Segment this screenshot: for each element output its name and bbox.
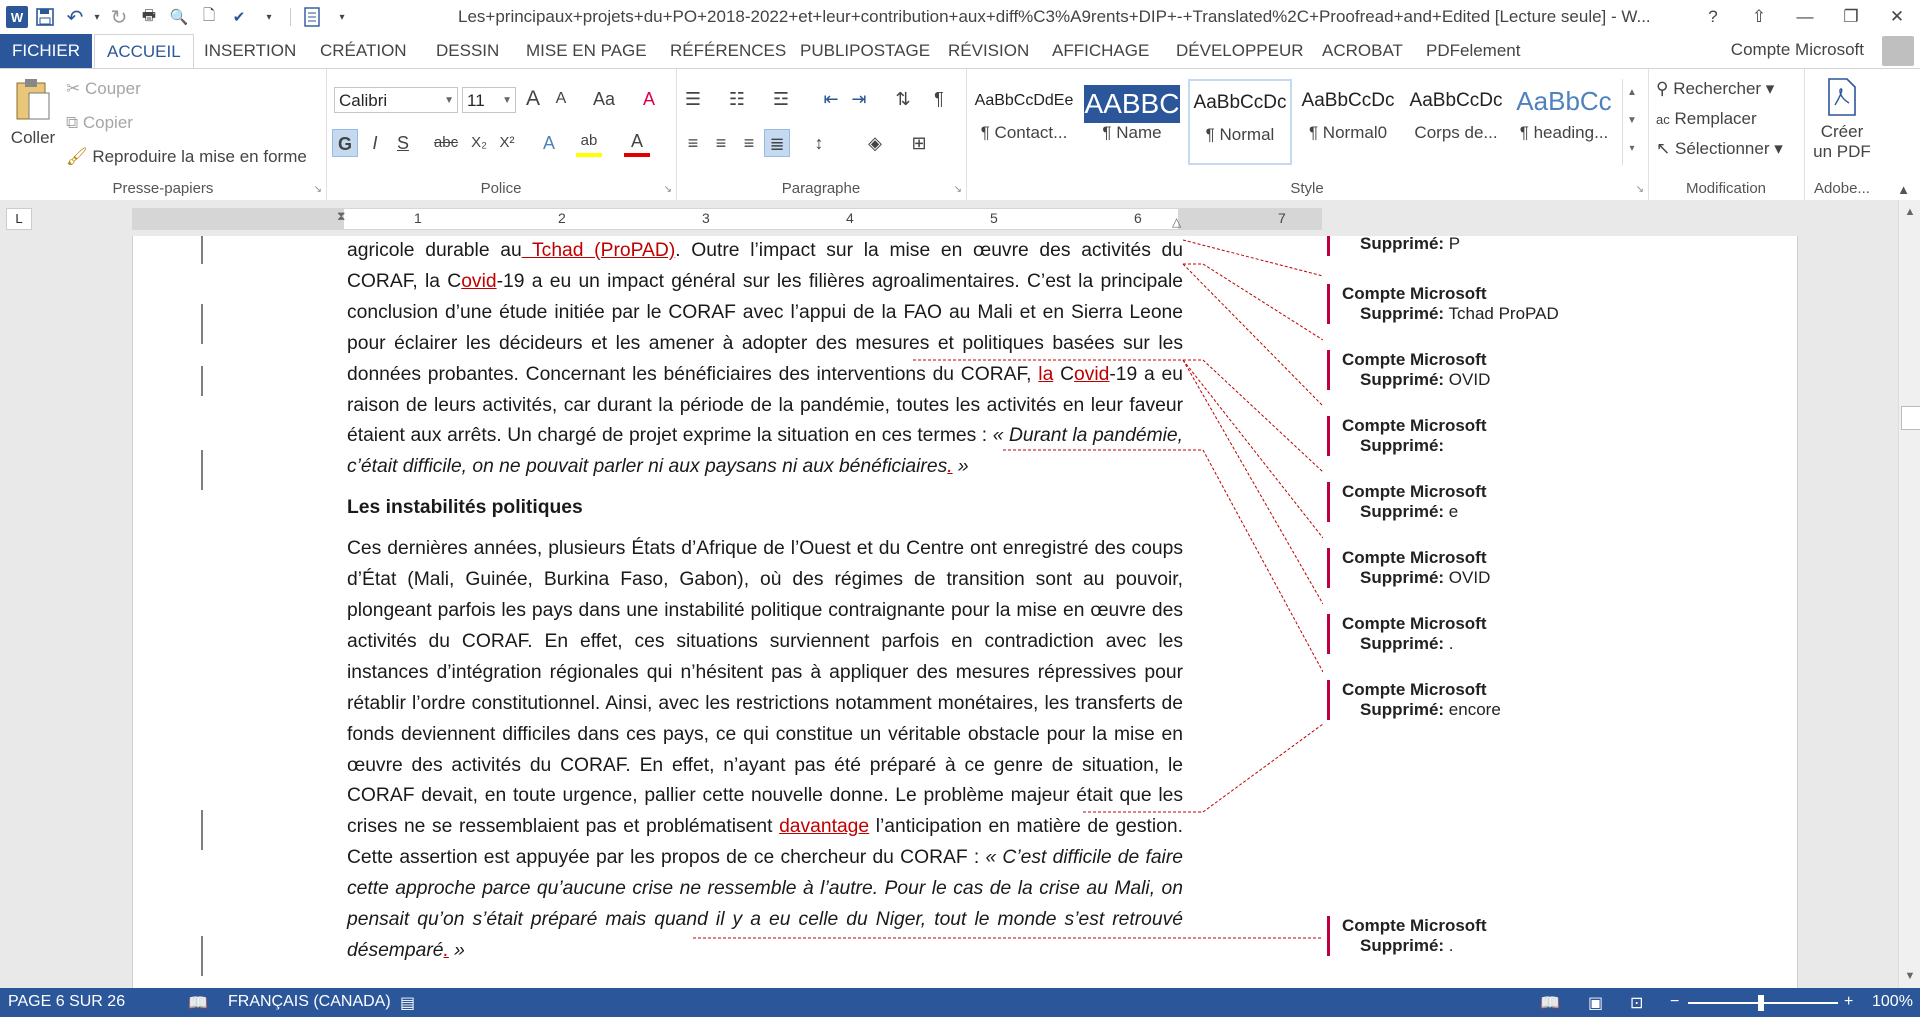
avatar[interactable]	[1882, 36, 1914, 66]
chevron-down-icon: ▼	[502, 95, 512, 106]
section-heading: Les instabilités politiques	[347, 497, 583, 519]
line-spacing-icon[interactable]: ↕	[814, 133, 824, 153]
create-pdf-label-2: un PDF	[1813, 142, 1871, 161]
deleted-text: P	[1448, 236, 1461, 253]
replace-label: Remplacer	[1674, 109, 1757, 128]
revision-balloon[interactable]	[1327, 548, 1782, 588]
tracked-insertion[interactable]: .	[443, 939, 449, 961]
print-preview-icon[interactable]: 🔍	[169, 9, 189, 26]
deletion-line	[1342, 370, 1782, 390]
word-app-icon[interactable]: W	[6, 6, 28, 28]
clear-format-button[interactable]: A	[642, 89, 655, 109]
save-icon[interactable]	[32, 5, 58, 29]
find-button[interactable]: ⚲ Rechercher ▾	[1656, 79, 1775, 98]
spelling-icon[interactable]: ✔	[232, 9, 246, 26]
deletion-line	[1342, 700, 1782, 720]
tab-insertion[interactable]: INSERTION	[204, 41, 297, 60]
zoom-slider[interactable]	[1688, 1002, 1838, 1004]
deleted-text: Tchad ProPAD	[1448, 304, 1559, 323]
tab-publipostage[interactable]: PUBLIPOSTAGE	[800, 41, 931, 60]
ribbon-display-icon[interactable]: ⇧	[1751, 7, 1767, 26]
text-run: -19 a eu un impact général sur les filières agroalimentaires. C’est la principale conclusion d’une étude initiée par le CORAF avec l’appui de la FAO au Mali et en Sierra Leone pour éclairer les décideurs et les amener à adopter des mesures et politiques basées sur les données probantes. Concernant les bénéficiaires des interventions du CORAF,	[347, 270, 1183, 385]
select-button[interactable]: ↖ Sélectionner ▾	[1656, 139, 1783, 158]
revision-balloon[interactable]	[1327, 284, 1782, 324]
tab-dessin[interactable]: DESSIN	[436, 41, 500, 60]
layout-icon[interactable]	[299, 5, 325, 29]
brush-icon: 🖌	[66, 147, 88, 166]
adobe-group	[1804, 69, 1880, 201]
revision-balloon[interactable]	[1327, 416, 1782, 456]
print-layout-icon[interactable]: ▣	[1588, 995, 1604, 1012]
show-marks-icon[interactable]: ¶	[934, 89, 944, 109]
quick-access-toolbar	[0, 0, 355, 34]
zoom-level[interactable]: 100%	[1872, 993, 1913, 1010]
new-document-icon[interactable]: 🗋	[202, 6, 216, 24]
justify-icon[interactable]: ≣	[764, 129, 790, 157]
chevron-down-icon[interactable]: ▼	[1627, 115, 1637, 126]
ruler-number: 7	[1278, 210, 1286, 226]
ruler-number: 2	[558, 210, 566, 226]
account-name[interactable]: Compte Microsoft	[1730, 40, 1864, 59]
indent-marker[interactable]: ⧗	[337, 209, 346, 223]
revision-author: Compte Microsoft	[1342, 350, 1487, 369]
quote-text: »	[952, 456, 969, 478]
style-preview: AaBbCcDc	[1301, 90, 1395, 111]
align-center-icon[interactable]: ≡	[715, 133, 727, 153]
strikethrough-button[interactable]: abc	[433, 134, 459, 151]
revision-author: Compte Microsoft	[1342, 482, 1487, 501]
deleted-text: e	[1448, 502, 1459, 521]
close-icon[interactable]: ✕	[1889, 7, 1905, 26]
text-run: Ces dernières années, plusieurs États d’Afrique de l’Ouest et du Centre ont enregistré des coups d’État (Mali, Guinée, Burkina Faso, Gabon), où des régimes de transition sont au pouvoir, plongeant parfois les pays dans une instabilité politique contraignante pour la mise en œuvre des activités du CORAF. En effet, ces situations surviennent parfois en contradiction avec les instances d’intégration régionales qui n’hésitent pas à appliquer des mesures répressives pour rétablir l’ordre constitutionnel. Ainsi, avec les restrictions notamment monétaires, les transferts de fonds deviennent difficiles dans ces pays, ce qui constitue un véritable obstacle pour la mise en œuvre des activités du CORAF. En effet, n’ayant pas été préparé à ce genre de situation, le CORAF devait, en toute urgence, pallier cette nouvelle donne. Le problème majeur était que les crises ne se ressemblaient pas et problématisent	[347, 538, 1183, 838]
bullets-icon[interactable]: ☰	[684, 89, 702, 109]
macro-icon[interactable]: ▤	[400, 995, 416, 1012]
deleted-label: Supprimé:	[1360, 502, 1445, 521]
revision-balloon[interactable]	[1327, 350, 1782, 390]
font-family-select[interactable]	[334, 87, 458, 113]
tracked-insertion[interactable]: Tchad (ProPAD)	[521, 240, 676, 261]
ribbon	[0, 68, 1920, 202]
tracked-insertion[interactable]: davantage	[779, 816, 870, 838]
sort-icon[interactable]: ⇅	[895, 89, 911, 109]
window-controls	[1690, 0, 1920, 34]
quote-text: »	[448, 939, 465, 961]
style-heading[interactable]	[1512, 79, 1616, 165]
revision-balloon[interactable]	[1327, 916, 1782, 956]
chevron-down-icon: ▼	[444, 95, 454, 106]
paragraph-group	[676, 69, 967, 201]
restore-icon[interactable]: ❐	[1843, 7, 1859, 26]
align-right-icon[interactable]: ≡	[743, 133, 755, 153]
tab-mise-en-page[interactable]: MISE EN PAGE	[526, 41, 647, 60]
text-run: l’anticipation en matière de gestion. Cette assertion est appuyée par les propos de ce chercheur du CORAF :	[347, 816, 1183, 869]
web-layout-icon[interactable]: ⊡	[1630, 995, 1644, 1012]
style-preview: AaBbCcDc	[1193, 92, 1287, 113]
shrink-font-button[interactable]: A	[555, 90, 567, 107]
tab-selector[interactable]: L	[6, 208, 32, 230]
copy-button[interactable]: ⧉ Copier	[66, 113, 133, 132]
replace-icon: ac	[1656, 112, 1670, 127]
bold-button[interactable]: G	[332, 129, 358, 157]
quote-text: « C’est difficile de faire cette approche parce qu’aucune crise ne ressemble à l’autre. Pour le cas de la crise au Mali, on pensait qu’on s’était préparé mais quand il y a eu celle du Niger, tout le monde s’est retrouvé désemparé	[347, 847, 1183, 961]
customize-qat-icon[interactable]: ▾	[266, 11, 272, 23]
tab-developpeur[interactable]: DÉVELOPPEUR	[1176, 41, 1304, 60]
undo-icon[interactable]: ↶	[66, 6, 84, 29]
font-size-value: 11	[467, 91, 485, 110]
deletion-line	[1342, 304, 1782, 324]
superscript-button[interactable]: X²	[499, 134, 515, 151]
styles-scroll	[1622, 79, 1641, 165]
proofing-icon[interactable]: 📖	[188, 995, 208, 1012]
paragraph-launcher-icon[interactable]: ↘	[953, 184, 962, 195]
qat-separator	[290, 8, 291, 26]
tab-accueil[interactable]: ACCUEIL	[94, 34, 194, 69]
format-painter-label: Reproduire la mise en forme	[92, 147, 307, 166]
font-family-value: Calibri	[339, 91, 388, 110]
scroll-down-icon[interactable]: ▼	[1904, 970, 1916, 982]
ruler-number: 3	[702, 210, 710, 226]
font-size-select[interactable]	[462, 87, 516, 113]
decrease-indent-icon[interactable]: ⇤	[823, 89, 839, 109]
text-run: C	[1053, 363, 1075, 385]
style-preview: AaBbCc	[1516, 86, 1612, 116]
italic-button[interactable]: I	[372, 133, 378, 153]
underline-button[interactable]: S	[396, 133, 409, 153]
chevron-up-icon[interactable]: ▲	[1627, 87, 1637, 98]
style-name: Corps de...	[1414, 123, 1498, 142]
font-launcher-icon[interactable]: ↘	[663, 184, 672, 195]
scroll-up-icon[interactable]: ▲	[1904, 206, 1916, 218]
deleted-text: .	[1448, 634, 1454, 653]
styles-group-label: Style	[1290, 180, 1324, 197]
style-contact[interactable]	[972, 79, 1076, 165]
title-bar	[0, 0, 1920, 34]
deletion-line	[1342, 568, 1782, 588]
clipboard-launcher-icon[interactable]: ↘	[313, 184, 322, 195]
quote-text: « Durant la pandémie, c’était difficile, on ne pouvait parler ni aux paysans ni aux bénéficiaires	[347, 425, 1183, 478]
increase-indent-icon[interactable]: ⇥	[851, 89, 867, 109]
align-left-icon[interactable]: ≡	[687, 133, 699, 153]
document-area	[0, 236, 1898, 988]
tab-affichage[interactable]: AFFICHAGE	[1052, 41, 1150, 60]
style-corps[interactable]	[1404, 79, 1508, 165]
text-run: -19 a eu raison de leurs activités, car durant la période de la pandémie, toutes les activités en leur faveur étaient aux arrêts. Un chargé de projet exprime la situation en ces termes :	[347, 363, 1183, 447]
zoom-slider-thumb[interactable]	[1758, 995, 1764, 1011]
ruler-number: 4	[846, 210, 854, 226]
zoom-out-icon[interactable]: −	[1670, 993, 1680, 1010]
deleted-label: Supprimé:	[1360, 936, 1445, 955]
tracked-insertion[interactable]: .	[947, 456, 953, 478]
language-indicator[interactable]: FRANÇAIS (CANADA)	[228, 993, 391, 1010]
highlight-button[interactable]: ab	[576, 129, 602, 157]
tracked-insertion[interactable]: ovid	[1074, 363, 1110, 385]
vertical-scrollbar[interactable]	[1898, 200, 1920, 988]
text-run: . Outre l’impact sur la mise en œuvre des activités du CORAF, la C	[347, 240, 1183, 292]
help-icon[interactable]: ?	[1708, 7, 1718, 26]
style-name: ¶ Contact...	[980, 123, 1068, 142]
deleted-label: Supprimé:	[1360, 568, 1445, 587]
style-name: ¶ Normal0	[1308, 123, 1388, 142]
revision-balloon[interactable]	[1327, 680, 1782, 720]
deletion-line	[1342, 502, 1782, 522]
print-icon[interactable]: 🖶	[141, 6, 157, 24]
editing-group-label: Modification	[1685, 180, 1767, 197]
deleted-text: .	[1448, 936, 1454, 955]
cut-label: Couper	[84, 79, 141, 98]
minimize-icon[interactable]: —	[1796, 7, 1814, 26]
revision-balloon[interactable]	[1327, 614, 1782, 654]
paragraph-group-label: Paragraphe	[781, 180, 861, 197]
font-group-label: Police	[480, 180, 522, 197]
style-name: ¶ Normal	[1205, 125, 1275, 144]
more-commands-icon[interactable]: ▾	[339, 11, 345, 23]
ruler-row	[0, 200, 1920, 236]
deletion-line	[1342, 236, 1782, 254]
ruler-number: 1	[414, 210, 422, 226]
replace-button[interactable]	[1656, 109, 1757, 129]
revision-author: Compte Microsoft	[1342, 416, 1487, 435]
deleted-text: encore	[1448, 700, 1501, 719]
deleted-text: OVID	[1448, 370, 1491, 389]
revision-leader-lines	[133, 236, 1333, 988]
style-name: ¶ Name	[1102, 123, 1162, 142]
revision-author: Compte Microsoft	[1342, 916, 1487, 935]
text-run: agricole durable au	[347, 240, 522, 261]
tab-acrobat[interactable]: ACROBAT	[1322, 41, 1403, 60]
ruler-number: 5	[990, 210, 998, 226]
paste-icon	[13, 77, 53, 123]
undo-dropdown-icon[interactable]: ▾	[94, 11, 100, 23]
tab-fichier[interactable]: FICHIER	[0, 34, 92, 68]
font-group	[326, 69, 677, 201]
window-title: Les+principaux+projets+du+PO+2018-2022+et+leur+contribution+aux+diff%C3%A9rents+DIP+-+Translated%2C+Proofread+and+Edited [Lecture seule] - W...	[458, 7, 1651, 26]
deletion-line	[1342, 436, 1782, 456]
pdf-icon	[1825, 77, 1859, 117]
cursor-icon: ↖	[1656, 139, 1671, 158]
deleted-text: OVID	[1448, 568, 1491, 587]
clipboard-group	[0, 69, 327, 201]
select-label: Sélectionner	[1674, 139, 1770, 158]
adobe-group-label: Adobe...	[1814, 180, 1870, 197]
deleted-label: Supprimé:	[1360, 634, 1445, 653]
deletion-line	[1342, 936, 1782, 956]
styles-group	[966, 69, 1649, 201]
revision-balloon[interactable]	[1327, 236, 1782, 256]
tracked-insertion[interactable]: ovid	[461, 270, 497, 292]
tab-references[interactable]: RÉFÉRENCES	[670, 41, 787, 60]
paste-label: Coller	[10, 128, 56, 147]
style-name: ¶ heading...	[1519, 123, 1609, 142]
more-styles-icon[interactable]: ▾	[1629, 143, 1635, 154]
copy-label: Copier	[82, 113, 133, 132]
deleted-label: Supprimé:	[1360, 700, 1445, 719]
subscript-button[interactable]: X₂	[471, 134, 487, 151]
status-bar	[0, 988, 1920, 1017]
scroll-thumb[interactable]	[1901, 406, 1920, 430]
zoom-in-icon[interactable]: +	[1844, 993, 1854, 1010]
numbering-icon[interactable]: ☷	[728, 89, 746, 109]
paste-button[interactable]	[6, 77, 60, 177]
page-indicator[interactable]: PAGE 6 SUR 26	[8, 993, 126, 1010]
find-label: Rechercher	[1673, 79, 1762, 98]
style-normal0[interactable]	[1296, 79, 1400, 165]
deleted-label: Supprimé:	[1360, 370, 1445, 389]
right-indent-marker[interactable]: △	[1172, 215, 1182, 229]
editing-group	[1648, 69, 1805, 201]
page	[132, 236, 1798, 988]
deleted-label: Supprimé:	[1360, 304, 1445, 323]
tracked-insertion[interactable]: la	[1038, 363, 1054, 385]
revision-pane	[1323, 236, 1797, 988]
style-normal[interactable]	[1188, 79, 1292, 165]
text-effects-button[interactable]: A	[542, 133, 555, 153]
create-pdf-button[interactable]	[1808, 77, 1876, 162]
redo-icon[interactable]: ↻	[110, 6, 128, 29]
revision-author: Compte Microsoft	[1342, 548, 1487, 567]
shading-icon[interactable]: ◈	[868, 133, 882, 153]
create-pdf-label-1: Créer	[1820, 122, 1864, 141]
styles-launcher-icon[interactable]: ↘	[1635, 184, 1644, 195]
revision-author: Compte Microsoft	[1342, 680, 1487, 699]
borders-icon[interactable]: ⊞	[911, 133, 927, 153]
revision-author: Compte Microsoft	[1342, 284, 1487, 303]
ruler-left-margin	[132, 209, 344, 229]
multilevel-list-icon[interactable]: ☲	[772, 89, 790, 109]
ruler-right-margin	[1178, 209, 1322, 229]
style-preview: AABBC	[1084, 85, 1180, 123]
tab-pdfelement[interactable]: PDFelement	[1426, 41, 1521, 60]
read-mode-icon[interactable]: 📖	[1540, 995, 1560, 1012]
horizontal-ruler[interactable]	[132, 208, 1322, 230]
font-color-button[interactable]: A	[624, 129, 650, 157]
change-case-button[interactable]: Aa	[592, 89, 616, 109]
deletion-line	[1342, 634, 1782, 654]
deleted-label: Supprimé:	[1360, 436, 1445, 455]
grow-font-button[interactable]: A	[525, 87, 540, 110]
clipboard-group-label: Presse-papiers	[112, 180, 214, 197]
ruler-number: 6	[1134, 210, 1142, 226]
revision-author: Compte Microsoft	[1342, 614, 1487, 633]
deleted-label: Supprimé:	[1360, 236, 1445, 253]
binoculars-icon: ⚲	[1656, 79, 1669, 98]
tab-revision[interactable]: RÉVISION	[948, 41, 1030, 60]
revision-balloon[interactable]	[1327, 482, 1782, 522]
tab-creation[interactable]: CRÉATION	[320, 41, 407, 60]
collapse-ribbon-icon[interactable]: ▲	[1897, 182, 1910, 197]
format-painter-button[interactable]	[66, 147, 307, 167]
style-name[interactable]	[1080, 79, 1184, 165]
style-preview: AaBbCcDdEe	[974, 92, 1074, 109]
style-preview: AaBbCcDc	[1409, 90, 1503, 111]
cut-button[interactable]: ✂ Couper	[66, 79, 141, 98]
ribbon-tabs	[0, 34, 1920, 68]
